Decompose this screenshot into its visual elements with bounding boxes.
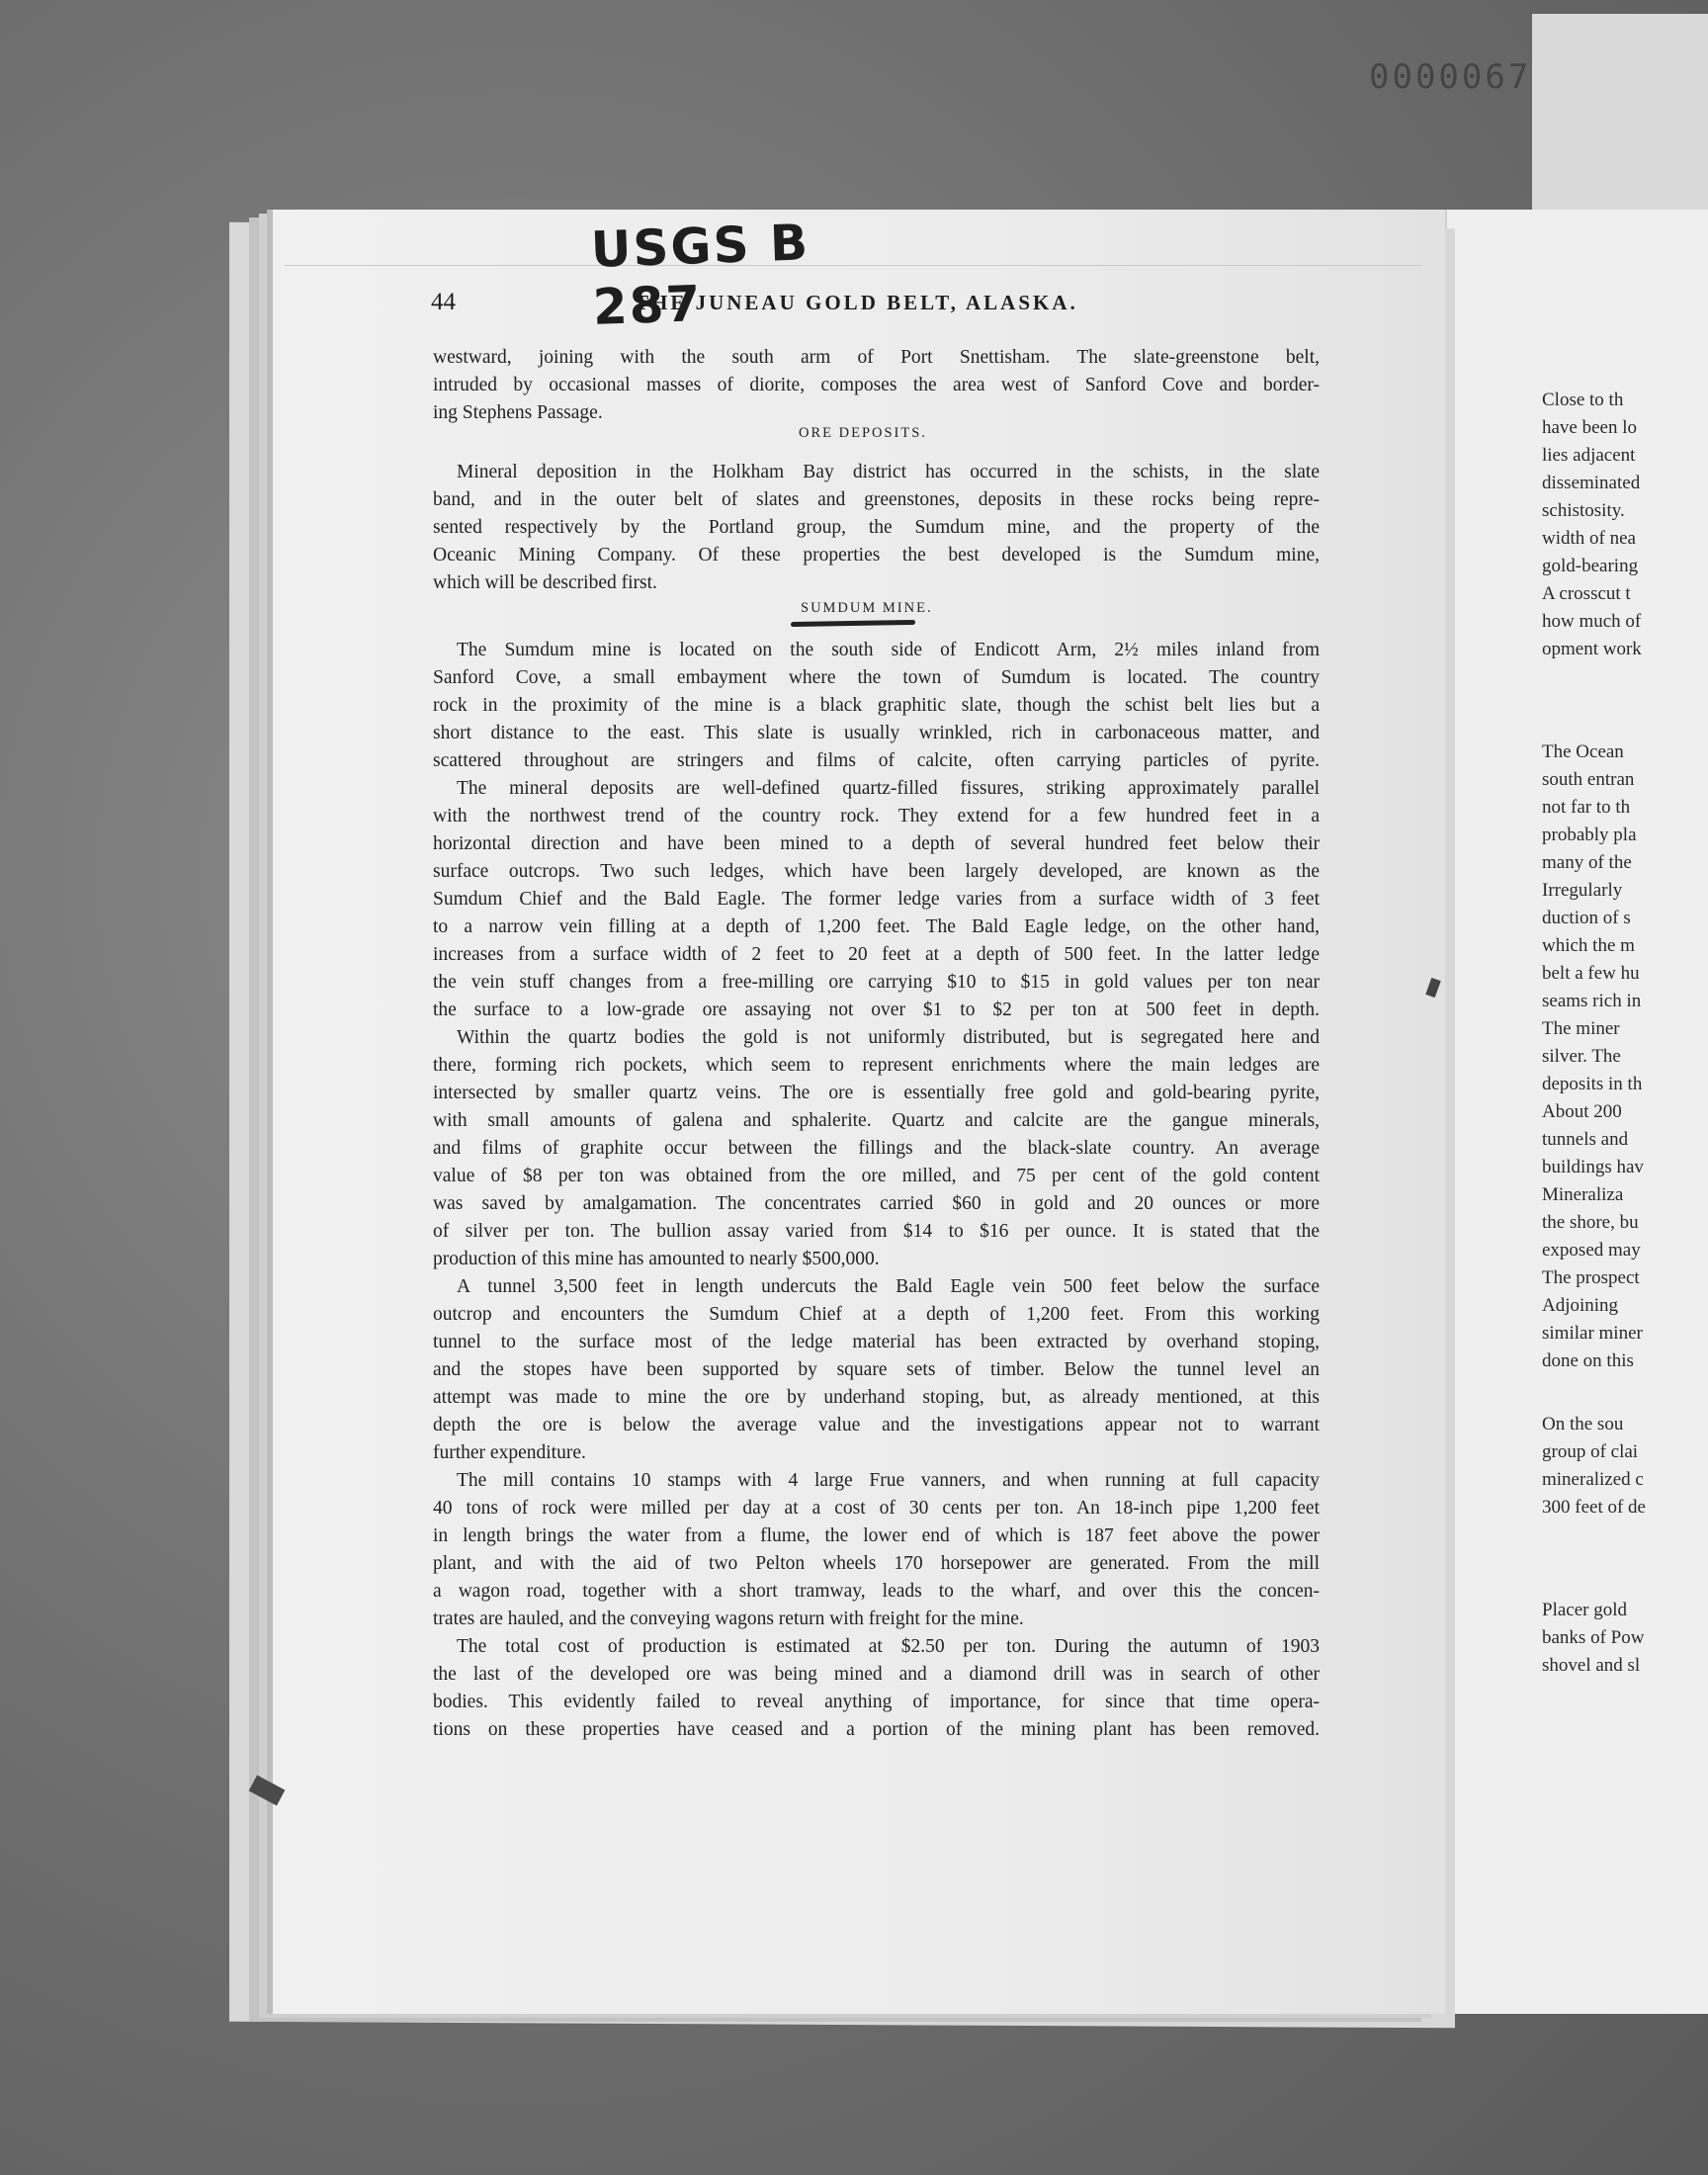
facing-page-line: About 200 (1542, 1101, 1622, 1122)
handwritten-label: USGS B 287 (589, 214, 811, 336)
text-line: The total cost of production is estimated at $2.50 per ton. During the autumn of 1903 (457, 1636, 1320, 1657)
facing-page-line: south entran (1542, 769, 1635, 790)
text-line: surface outcrops. Two such ledges, which have been largely developed, are known as the (433, 861, 1320, 882)
facing-page-line: width of nea (1542, 528, 1636, 549)
facing-page-line: On the sou (1542, 1414, 1624, 1435)
text-line: The mineral deposits are well-defined quartz-filled fissures, striking approximately parallel (457, 778, 1320, 799)
running-title: THE JUNEAU GOLD BELT, ALASKA. (635, 291, 1078, 314)
text-line: further expenditure. (433, 1442, 586, 1463)
text-line: Sanford Cove, a small embayment where the town of Sumdum is located. The country (433, 667, 1320, 688)
facing-page-line: belt a few hu (1542, 963, 1640, 984)
facing-page-line: deposits in th (1542, 1074, 1643, 1094)
text-line: bodies. This evidently failed to reveal anything of importance, for since that time opera- (433, 1692, 1320, 1712)
facing-page-line: Adjoining (1542, 1295, 1619, 1316)
facing-page-line: group of clai (1542, 1441, 1639, 1462)
archive-stamp-number: 0000067 (1369, 57, 1532, 97)
text-line: was saved by amalgamation. The concentrates carried $60 in gold and 20 ounces or more (433, 1193, 1320, 1214)
text-line: and the stopes have been supported by square sets of timber. Below the tunnel level an (433, 1359, 1320, 1380)
facing-page-line: disseminated (1542, 473, 1641, 493)
text-line: Oceanic Mining Company. Of these properties the best developed is the Sumdum mine, (433, 545, 1320, 566)
text-line: to a narrow vein filling at a depth of 1,200 feet. The Bald Eagle ledge, on the other hand, (433, 916, 1320, 937)
text-line: the last of the developed ore was being mined and a diamond drill was in search of other (433, 1664, 1320, 1685)
section-heading-sumdum-mine: SUMDUM MINE. (801, 600, 933, 616)
facing-page-line: silver. The (1542, 1046, 1621, 1067)
text-line: the surface to a low-grade ore assaying not over $1 to $2 per ton at 500 feet in depth. (433, 1000, 1320, 1020)
section-heading-ore-deposits: ORE DEPOSITS. (799, 425, 927, 441)
facing-page-line: tunnels and (1542, 1129, 1629, 1150)
facing-page-line: Mineraliza (1542, 1184, 1624, 1205)
facing-page-line: seams rich in (1542, 991, 1642, 1011)
text-line: 40 tons of rock were milled per day at a cost of 30 cents per ton. An 18-inch pipe 1,200 feet (433, 1498, 1320, 1519)
facing-page-line: similar miner (1542, 1323, 1643, 1344)
text-line: a wagon road, together with a short tramway, leads to the wharf, and over this the concen- (433, 1581, 1320, 1602)
text-line: Sumdum Chief and the Bald Eagle. The former ledge varies from a surface width of 3 feet (433, 889, 1320, 910)
facing-page-line: mineralized c (1542, 1469, 1644, 1490)
text-line: value of $8 per ton was obtained from the ore milled, and 75 per cent of the gold content (433, 1166, 1320, 1186)
facing-page-line: A crosscut t (1542, 583, 1631, 604)
facing-page-line: shovel and sl (1542, 1655, 1641, 1676)
text-line: The Sumdum mine is located on the south side of Endicott Arm, 2½ miles inland from (457, 640, 1320, 660)
text-line: there, forming rich pockets, which seem to represent enrichments where the main ledges are (433, 1055, 1320, 1076)
text-line: increases from a surface width of 2 feet to 20 feet at a depth of 500 feet. In the latter ledge (433, 944, 1320, 965)
facing-page-line: The prospect (1542, 1267, 1640, 1288)
facing-page-line: the shore, bu (1542, 1212, 1639, 1233)
text-line: tions on these properties have ceased and a portion of the mining plant has been removed. (433, 1719, 1320, 1740)
facing-page-line: banks of Pow (1542, 1627, 1645, 1648)
text-line: plant, and with the aid of two Pelton wheels 170 horsepower are generated. From the mill (433, 1553, 1320, 1574)
facing-page-line: gold-bearing (1542, 556, 1639, 576)
facing-page-line: The Ocean (1542, 741, 1624, 762)
text-line: in length brings the water from a flume, the lower end of which is 187 feet above the power (433, 1525, 1320, 1546)
page-number: 44 (431, 289, 456, 315)
facing-page-line: how much of (1542, 611, 1642, 632)
text-line: outcrop and encounters the Sumdum Chief at a depth of 1,200 feet. From this working (433, 1304, 1320, 1325)
text-line: and films of graphite occur between the fillings and the black-slate country. An average (433, 1138, 1320, 1159)
facing-page-line: exposed may (1542, 1240, 1641, 1261)
text-line: tunnel to the surface most of the ledge material has been extracted by overhand stoping, (433, 1332, 1320, 1352)
text-line: A tunnel 3,500 feet in length undercuts the Bald Eagle vein 500 feet below the surface (457, 1276, 1320, 1297)
facing-page-line: Placer gold (1542, 1600, 1628, 1620)
facing-page-line: schistosity. (1542, 500, 1625, 521)
facing-page-line: done on this (1542, 1350, 1634, 1371)
facing-page-line: Close to th (1542, 390, 1624, 410)
text-line: horizontal direction and have been mined to a depth of several hundred feet below their (433, 833, 1320, 854)
text-line: rock in the proximity of the mine is a black graphitic slate, though the schist belt lies but a (433, 695, 1320, 716)
text-line: the vein stuff changes from a free-milling ore carrying $10 to $15 in gold values per ton near (433, 972, 1320, 993)
text-line: of silver per ton. The bullion assay varied from $14 to $16 per ounce. It is stated that the (433, 1221, 1320, 1242)
text-line: The mill contains 10 stamps with 4 large Frue vanners, and when running at full capacity (457, 1470, 1320, 1491)
text-line: intersected by smaller quartz veins. The ore is essentially free gold and gold-bearing pyrite, (433, 1083, 1320, 1103)
facing-page-line: Irregularly (1542, 880, 1623, 901)
text-line: which will be described first. (433, 572, 657, 593)
facing-page-line: buildings hav (1542, 1157, 1644, 1177)
facing-page-line: probably pla (1542, 825, 1637, 845)
facing-page-line: lies adjacent (1542, 445, 1636, 466)
text-line: scattered throughout are stringers and films of calcite, often carrying particles of pyrite. (433, 750, 1320, 771)
facing-page-line: not far to th (1542, 797, 1631, 818)
facing-page-line: have been lo (1542, 417, 1638, 438)
text-line: ing Stephens Passage. (433, 402, 603, 423)
facing-page-line: The miner (1542, 1018, 1620, 1039)
text-line: short distance to the east. This slate is usually wrinkled, rich in carbonaceous matter, and (433, 723, 1320, 743)
facing-page-line: many of the (1542, 852, 1632, 873)
text-line: band, and in the outer belt of slates and greenstones, deposits in these rocks being repre- (433, 489, 1320, 510)
facing-page-line: 300 feet of de (1542, 1497, 1646, 1518)
text-line: intruded by occasional masses of diorite, composes the area west of Sanford Cove and border- (433, 375, 1320, 395)
facing-page-line: which the m (1542, 935, 1635, 956)
text-line: Within the quartz bodies the gold is not uniformly distributed, but is segregated here and (457, 1027, 1320, 1048)
text-line: sented respectively by the Portland group, the Sumdum mine, and the property of the (433, 517, 1320, 538)
facing-page-line: opment work (1542, 639, 1642, 659)
text-line: with small amounts of galena and sphalerite. Quartz and calcite are the gangue minerals, (433, 1110, 1320, 1131)
text-line: attempt was made to mine the ore by underhand stoping, but, as already mentioned, at this (433, 1387, 1320, 1408)
text-line: westward, joining with the south arm of Port Snettisham. The slate-greenstone belt, (433, 347, 1320, 368)
text-line: with the northwest trend of the country rock. They extend for a few hundred feet in a (433, 806, 1320, 826)
text-line: production of this mine has amounted to nearly $500,000. (433, 1249, 880, 1269)
text-line: trates are hauled, and the conveying wagons return with freight for the mine. (433, 1609, 1024, 1629)
facing-page-line: duction of s (1542, 908, 1631, 928)
text-line: depth the ore is below the average value and the investigations appear not to warrant (433, 1415, 1320, 1436)
text-line: Mineral deposition in the Holkham Bay district has occurred in the schists, in the slate (457, 462, 1320, 482)
